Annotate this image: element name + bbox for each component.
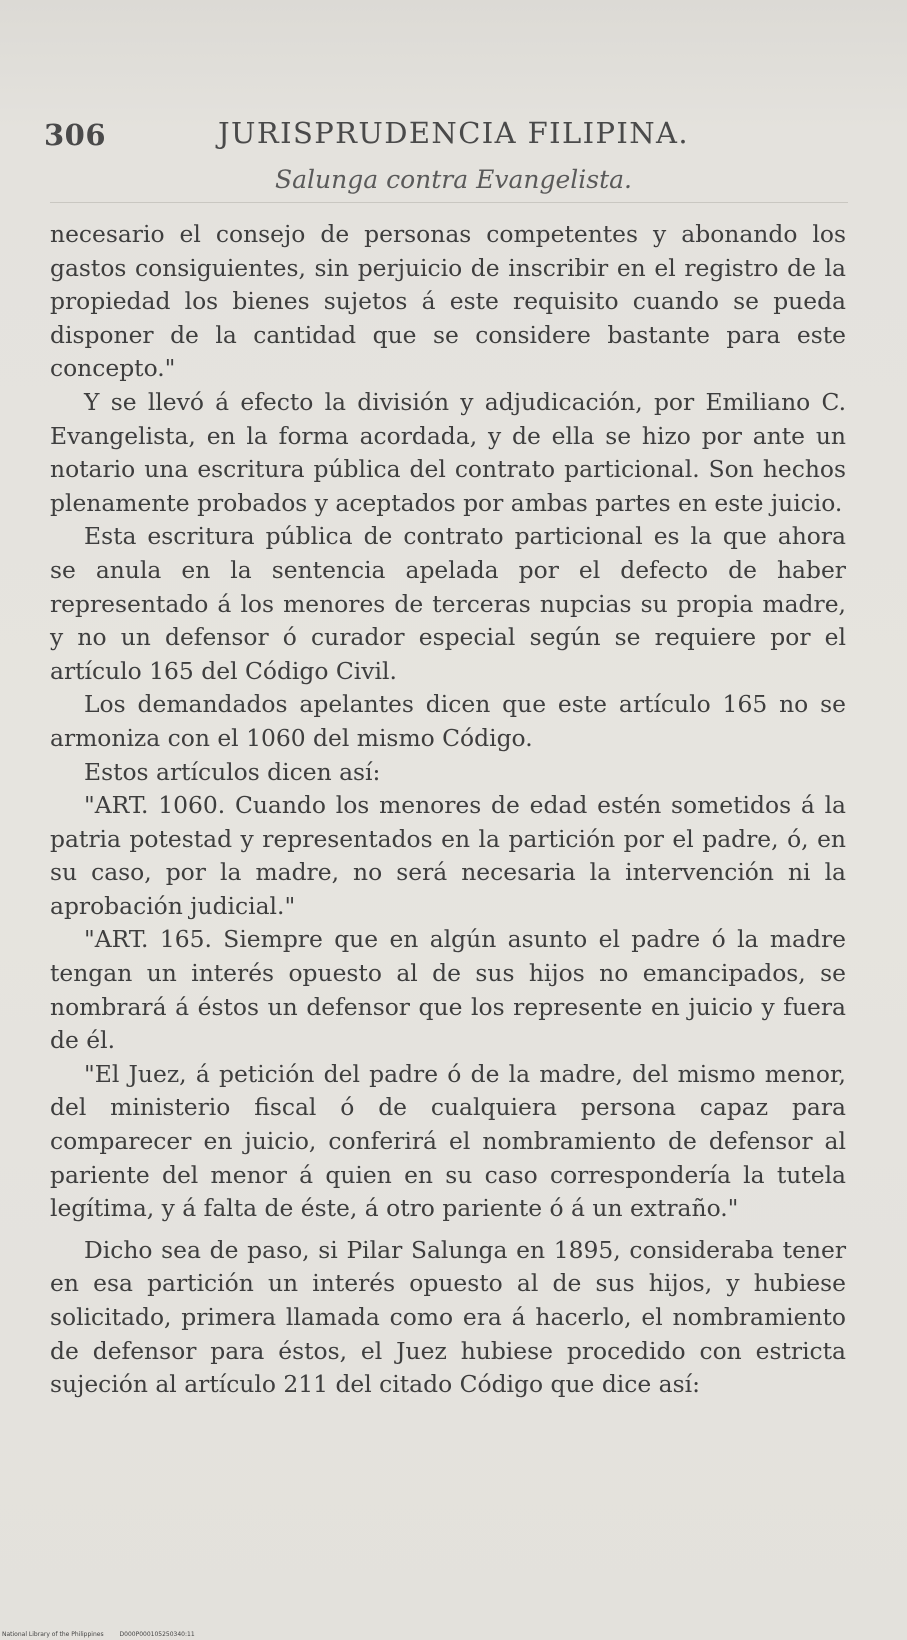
- paragraph: Estos artículos dicen así:: [84, 757, 381, 786]
- paragraph: Esta escritura pública de contrato particional es la que ahora se anula en la sentencia apelada por el defecto de haber representado á los menores de terceras nupcias su propia madre, y no un defensor ó curador especial según se requiere por el artículo 165 del Código Civil.: [50, 522, 846, 685]
- quoted-article-165: "ART. 165. Siempre que en algún asunto el padre ó la madre tengan un interés opuesto al de sus hijos no emancipados, se nombrará á éstos un defensor que los represente en juicio y fuera de él.: [50, 925, 846, 1055]
- paragraph: Los demandados apelantes dicen que este artículo 165 no se armoniza con el 1060 del mismo Código.: [50, 690, 846, 752]
- paragraph: Dicho sea de paso, si Pilar Salunga en 1895, consideraba tener en esa partición un interés opuesto al de sus hijos, y hubiese solicitado, primera llamada como era á hacerlo, el nombramiento de defensor para éstos, el Juez hubiese procedido con estricta sujeción al artículo 211 del citado Código que dice así:: [50, 1235, 846, 1399]
- scan-footer: [2, 1631, 209, 1638]
- body-text: [50, 218, 846, 1402]
- header-divider: [50, 202, 848, 203]
- running-title: JURISPRUDENCIA FILIPINA.: [218, 116, 690, 150]
- paragraph: necesario el consejo de personas competentes y abonando los gastos consiguientes, sin perjuicio de inscribir en el registro de la propiedad los bienes sujetos á este requisito cuando se pueda disponer de la cantidad que se considere bastante para este concepto.": [50, 220, 846, 383]
- page-number: 306: [44, 118, 107, 152]
- footer-institution: National Library of the Philippines: [2, 1631, 104, 1638]
- footer-identifier: D000P000105250340:11: [119, 1631, 195, 1638]
- page-header: [44, 112, 844, 158]
- paragraph: Y se llevó á efecto la división y adjudicación, por Emiliano C. Evangelista, en la forma acordada, y de ella se hizo por ante un notario una escritura pública del contrato particional. Son hechos plenamente probados y aceptados por ambas partes en este juicio.: [50, 387, 846, 517]
- case-title: Salunga contra Evangelista.: [275, 165, 632, 194]
- quoted-article-1060: "ART. 1060. Cuando los menores de edad estén sometidos á la patria potestad y representados en la partición por el padre, ó, en su caso, por la madre, no será necesaria la intervención ni la aprobación judicial.": [50, 791, 846, 920]
- quoted-article-165-continued: "El Juez, á petición del padre ó de la madre, del mismo menor, del ministerio fiscal ó de cualquiera persona capaz para comparecer en juicio, conferirá el nombramiento de defensor al pariente del menor á quien en su caso correspondería la tutela legítima, y á falta de éste, á otro pariente ó á un extraño.": [50, 1059, 846, 1223]
